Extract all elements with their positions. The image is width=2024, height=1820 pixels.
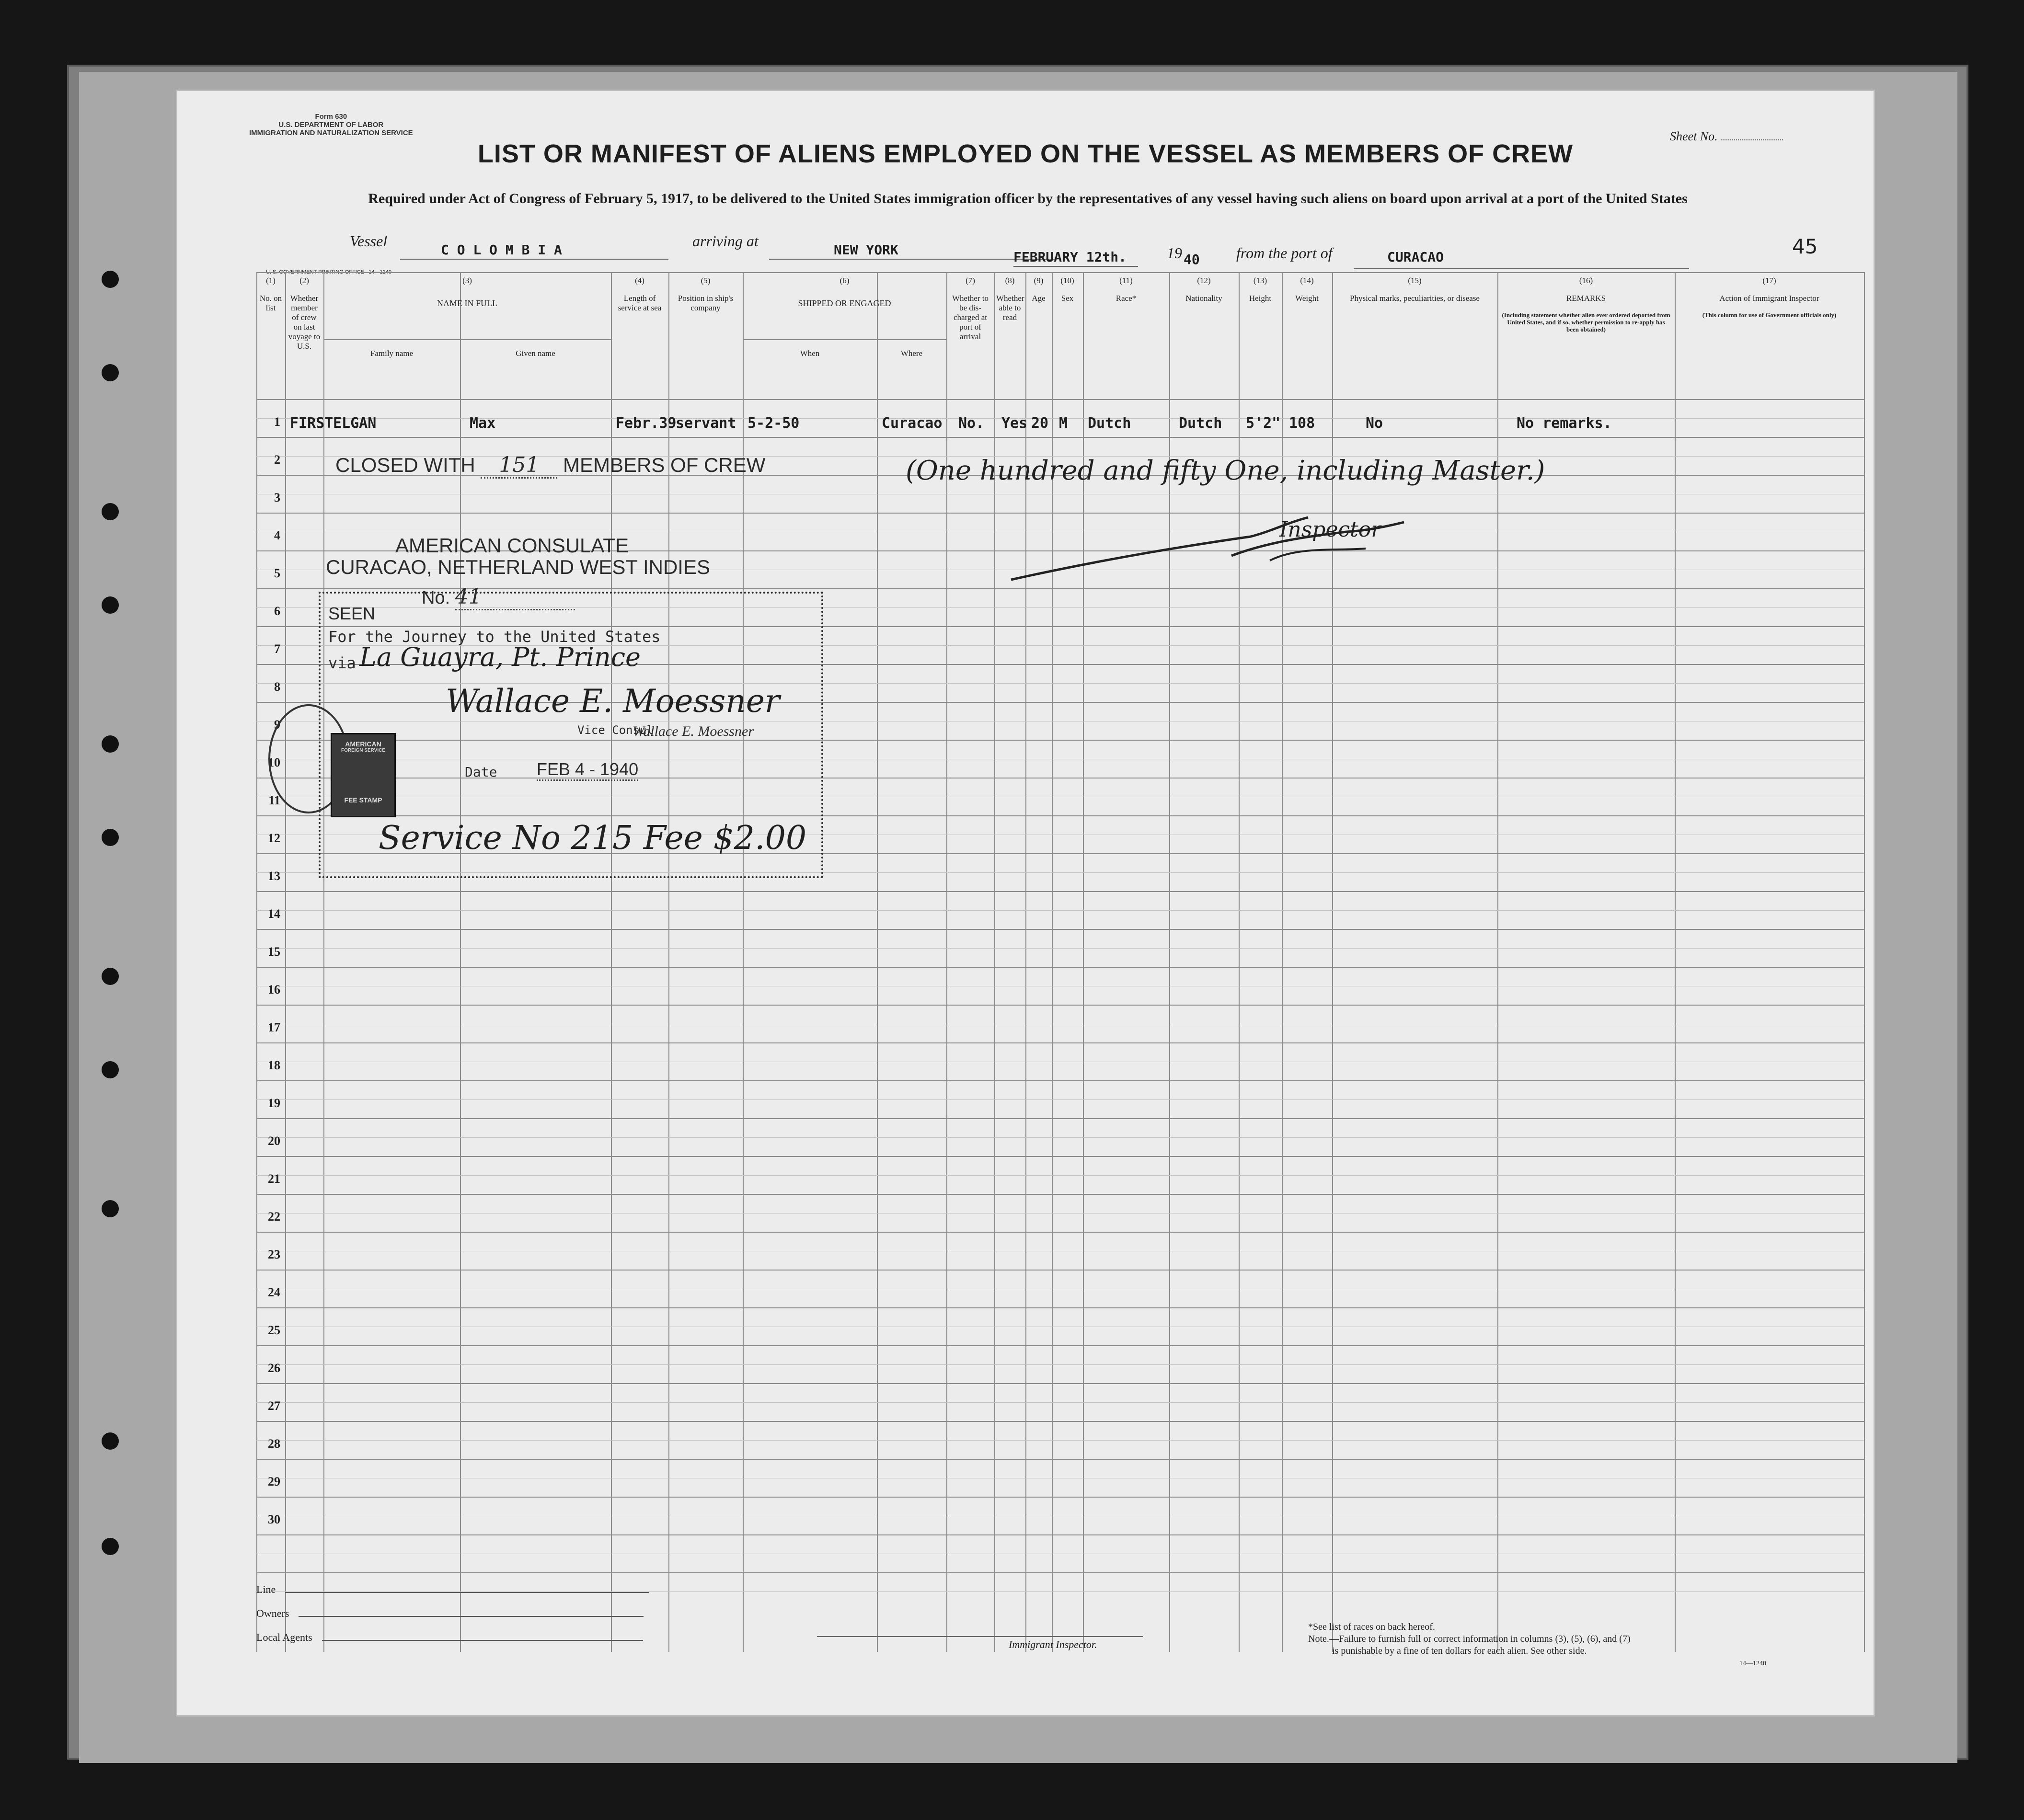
row-number: 25 — [268, 1323, 280, 1337]
column-number: (8) — [1005, 276, 1015, 285]
immigrant-inspector-label: Immigrant Inspector. — [1009, 1638, 1097, 1650]
entry-where: Curacao — [882, 415, 943, 432]
sheet-number-label: Sheet No. — [1670, 129, 1718, 143]
row-number: 12 — [268, 831, 280, 845]
row-number: 18 — [268, 1058, 280, 1072]
row-divider — [256, 1345, 1864, 1346]
column-subheader: When — [800, 349, 820, 358]
row-number: 6 — [274, 604, 280, 618]
entry-nationality: Dutch — [1179, 415, 1222, 432]
via-label: via — [328, 654, 356, 672]
row-number: 17 — [268, 1020, 280, 1034]
line-field — [256, 1583, 649, 1596]
column-divider — [460, 272, 461, 1652]
column-divider — [323, 272, 324, 1652]
owners-field — [256, 1607, 644, 1620]
row-divider — [256, 1572, 1864, 1573]
closed-count: 151 — [481, 453, 557, 479]
column-number: (3) — [462, 276, 472, 285]
row-divider — [256, 1383, 1864, 1384]
column-number: (4) — [635, 276, 644, 285]
column-divider — [1675, 272, 1676, 1652]
journey-text: For the Journey to the United States — [328, 628, 661, 646]
row-number: 10 — [268, 755, 280, 769]
entry-when: 5-2-50 — [748, 415, 800, 432]
closed-suffix: MEMBERS OF CREW — [563, 454, 766, 476]
punch-hole — [102, 968, 119, 985]
local-agents-field — [256, 1631, 643, 1644]
seen-label: SEEN — [328, 604, 376, 623]
column-number: (5) — [701, 276, 711, 285]
stamp-date: FEB 4 - 1940 — [537, 759, 638, 781]
column-subheader: Family name — [370, 349, 414, 358]
year-prefix: 19 — [1167, 244, 1182, 262]
row-divider — [256, 1005, 1864, 1006]
column-number: (11) — [1119, 276, 1133, 285]
row-divider — [256, 1497, 1864, 1498]
column-header: Age — [1032, 294, 1046, 303]
column-divider — [611, 272, 612, 1652]
ruled-line — [256, 1440, 1864, 1441]
manifest-sheet — [177, 91, 1874, 1715]
column-number: (12) — [1197, 276, 1211, 285]
row-number: 8 — [274, 680, 280, 694]
ruled-line — [256, 1099, 1864, 1100]
column-header: Race* — [1116, 294, 1137, 303]
column-number: (2) — [299, 276, 309, 285]
row-number: 13 — [268, 869, 280, 883]
row-number: 2 — [274, 453, 280, 467]
arriving-label: arriving at — [692, 232, 759, 250]
entry-family-name: ELGAN — [333, 415, 377, 432]
arrival-date: FEBRUARY 12th. — [1013, 249, 1127, 265]
ruled-line — [256, 910, 1864, 911]
column-divider — [743, 272, 744, 1652]
punch-hole — [102, 1200, 119, 1217]
from-port-label: from the port of — [1236, 244, 1333, 262]
row-number: 5 — [274, 566, 280, 580]
column-number: (6) — [840, 276, 850, 285]
row-divider — [256, 1459, 1864, 1460]
consulate-name: AMERICAN CONSULATE — [395, 534, 629, 557]
column-number: (17) — [1762, 276, 1776, 285]
subheader-divider — [323, 339, 611, 340]
column-header: REMARKS — [1566, 294, 1606, 303]
entry-sex: M — [1059, 415, 1068, 432]
column-header: SHIPPED OR ENGAGED — [798, 298, 891, 308]
column-divider — [1864, 272, 1865, 1652]
row-number: 20 — [268, 1134, 280, 1148]
row-number: 21 — [268, 1172, 280, 1186]
row-divider — [256, 1042, 1864, 1043]
entry-discharged: No. — [958, 415, 985, 432]
inspector-word: Inspector — [1279, 517, 1381, 542]
row-divider — [256, 891, 1864, 892]
ruled-line — [256, 1364, 1864, 1365]
column-header: NAME IN FULL — [437, 298, 497, 308]
fee-stamp — [331, 733, 396, 817]
row-divider — [256, 1307, 1864, 1308]
entry-weight: 108 — [1289, 415, 1315, 432]
row-number: 24 — [268, 1285, 280, 1299]
closed-with-stamp — [335, 453, 765, 479]
form-header — [249, 113, 413, 137]
column-header: Whether to be dis-charged at port of arrival — [952, 294, 989, 341]
column-number: (14) — [1300, 276, 1314, 285]
column-header: Nationality — [1185, 294, 1222, 303]
row-divider — [256, 437, 1864, 438]
row-divider — [256, 1118, 1864, 1119]
row-number: 26 — [268, 1361, 280, 1375]
vessel-name: C O L O M B I A — [441, 242, 562, 258]
row-number: 14 — [268, 907, 280, 921]
arrival-port: NEW YORK — [834, 242, 898, 258]
column-header: Weight — [1295, 294, 1319, 303]
column-note: (Including statement whether alien ever ordered deported from United States, and if so, whether permission to re-apply has been obtained) — [1502, 311, 1670, 333]
service-name: IMMIGRATION AND NATURALIZATION SERVICE — [249, 129, 413, 137]
document-subtitle: Required under Act of Congress of February 5, 1917, to be delivered to the United States immigration officer by the representatives of any vessel having such aliens on board upon arrival at a port of the United States — [368, 191, 1688, 206]
column-header: Height — [1249, 294, 1272, 303]
column-divider — [668, 272, 669, 1652]
handwritten-count-note: (One hundred and fifty One, including Master.) — [906, 455, 1545, 486]
vice-consul-label: Vice Consul — [577, 723, 654, 737]
via-route: La Guayra, Pt. Prince — [359, 642, 641, 672]
punch-hole — [102, 596, 119, 614]
entry-age: 20 — [1031, 415, 1049, 432]
row-number: 15 — [268, 945, 280, 959]
row-number: 30 — [268, 1512, 280, 1526]
row-number: 28 — [268, 1437, 280, 1451]
vice-consul-name: Wallace E. Moessner — [632, 723, 754, 739]
number-value: 41 — [455, 584, 575, 610]
row-number: 23 — [268, 1248, 280, 1261]
inspector-signature — [1001, 503, 1433, 589]
vice-consul-signature: Wallace E. Moessner — [446, 683, 780, 720]
entry-able-read: Yes — [1001, 415, 1028, 432]
entry-remarks: No remarks. — [1517, 415, 1612, 432]
row-number: 4 — [274, 528, 280, 542]
ruled-line — [256, 948, 1864, 949]
punch-hole — [102, 1432, 119, 1450]
entry-physical: No — [1366, 415, 1383, 432]
departure-port: CURACAO — [1387, 249, 1444, 265]
column-number: (15) — [1408, 276, 1422, 285]
punch-hole — [102, 1061, 119, 1078]
column-header: No. on list — [259, 294, 282, 312]
row-divider — [256, 967, 1864, 968]
row-divider — [256, 1270, 1864, 1271]
row-number: 11 — [268, 793, 280, 807]
entry-length-service: Febr.39 — [616, 415, 677, 432]
ruled-line — [256, 1402, 1864, 1403]
fee-stamp-bottom: FEE STAMP — [344, 796, 382, 804]
line-label: Line — [256, 1583, 276, 1595]
column-number: (1) — [266, 276, 276, 285]
form-number: Form 630 — [315, 113, 347, 121]
column-number: (13) — [1253, 276, 1267, 285]
ruled-line — [256, 1137, 1864, 1138]
department-name: U.S. DEPARTMENT OF LABOR — [278, 121, 384, 129]
entry-race: Dutch — [1088, 415, 1131, 432]
table-top-border — [256, 272, 1864, 273]
row-divider — [256, 929, 1864, 930]
document-title: LIST OR MANIFEST OF ALIENS EMPLOYED ON THE VESSEL AS MEMBERS OF CREW — [477, 139, 1574, 168]
row-divider — [256, 399, 1864, 400]
row-number: 16 — [268, 983, 280, 996]
date-label: Date — [465, 764, 497, 780]
fee-stamp-top: AMERICAN — [345, 740, 381, 748]
punch-hole — [102, 735, 119, 753]
closed-prefix: CLOSED WITH — [335, 454, 475, 476]
row-divider — [256, 1156, 1864, 1157]
column-divider — [877, 272, 878, 1652]
column-header: Whether able to read — [996, 294, 1024, 322]
column-number: (9) — [1034, 276, 1044, 285]
column-subheader: Where — [900, 349, 923, 358]
column-note: (This column for use of Government officials only) — [1702, 311, 1837, 319]
column-header: Physical marks, peculiarities, or disease — [1350, 294, 1480, 303]
footer-print-code: 14—1240 — [1739, 1660, 1766, 1667]
row-number: 7 — [274, 642, 280, 656]
column-header: Whether member of crew on last voyage to U.S. — [288, 294, 321, 351]
row-divider — [256, 1534, 1864, 1535]
fee-stamp-service: FOREIGN SERVICE — [341, 748, 386, 753]
subheader-divider — [743, 339, 946, 340]
punch-hole — [102, 271, 119, 288]
penalty-note-cont: is punishable by a fine of ten dollars for each alien. See other side. — [1332, 1646, 1587, 1656]
consular-number — [422, 584, 575, 610]
column-header: Position in ship's company — [678, 294, 734, 312]
row-number: 22 — [268, 1210, 280, 1224]
local-agents-label: Local Agents — [256, 1631, 312, 1643]
punch-hole — [102, 829, 119, 846]
row-divider — [256, 1232, 1864, 1233]
column-header: Sex — [1061, 294, 1074, 303]
row-divider — [256, 1080, 1864, 1081]
row-divider — [256, 1421, 1864, 1422]
column-header: Action of Immigrant Inspector — [1719, 294, 1819, 303]
column-number: (7) — [966, 276, 975, 285]
column-divider — [285, 272, 286, 1652]
vessel-label: Vessel — [350, 232, 388, 250]
races-note: *See list of races on back hereof. — [1308, 1622, 1435, 1632]
row-number: 1 — [274, 415, 280, 429]
number-label: No. — [422, 588, 450, 608]
column-number: (16) — [1579, 276, 1593, 285]
row-number: 19 — [268, 1096, 280, 1110]
row-number: 29 — [268, 1475, 280, 1488]
page-number: 45 — [1792, 235, 1818, 258]
entry-last-voyage: FIRST — [290, 415, 334, 432]
service-fee-note: Service No 215 Fee $2.00 — [379, 819, 807, 857]
row-divider — [256, 1194, 1864, 1195]
punch-hole — [102, 1538, 119, 1555]
entry-given-name: Max — [470, 415, 496, 432]
punch-hole — [102, 503, 119, 520]
column-number: (10) — [1060, 276, 1074, 285]
column-subheader: Given name — [516, 349, 555, 358]
row-number: 9 — [274, 718, 280, 732]
row-number: 27 — [268, 1399, 280, 1413]
ruled-line — [256, 1175, 1864, 1176]
punch-hole — [102, 364, 119, 381]
entry-height: 5'2" — [1246, 415, 1281, 432]
row-number: 3 — [274, 491, 280, 504]
consulate-location: CURACAO, NETHERLAND WEST INDIES — [326, 556, 710, 578]
arrival-year: 40 — [1184, 252, 1200, 267]
owners-label: Owners — [256, 1607, 289, 1619]
penalty-note: Note.—Failure to furnish full or correct information in columns (3), (5), (6), and (7) — [1308, 1634, 1631, 1644]
column-header: Length of service at sea — [618, 294, 662, 312]
entry-position: servant — [676, 415, 736, 432]
